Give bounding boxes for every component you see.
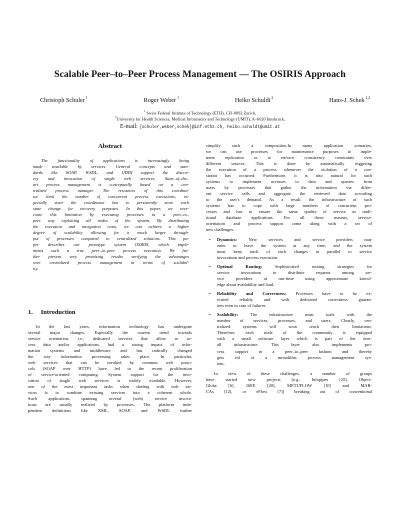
text-line: we can use processes for maintenance purposes to imple-: [206, 149, 372, 155]
text-line: simplify such a composition.In many application scenarios,: [206, 143, 372, 148]
challenge-text: The infrastructure must scale with the: [238, 312, 372, 318]
bullet-icon: •: [209, 312, 211, 318]
abstract-body: [33, 158, 189, 272]
email-line: [0, 124, 400, 130]
text-line: over centralized process management in terms of scalabil-: [33, 260, 189, 266]
text-line: pecially since the coordinator has to persistently store each: [33, 200, 189, 206]
author-affil-mark: 2: [271, 96, 274, 100]
text-line: ity.: [33, 266, 39, 272]
right-column-closing: [206, 371, 372, 395]
text-line: users by processes that gather the information via differ-: [206, 185, 372, 191]
text-line: tralized process manager. The resources of this coordina-: [33, 188, 189, 194]
text-line: ecuted reliably and with dedicated correctness guaran-: [217, 297, 372, 303]
bullet-icon: •: [209, 237, 211, 243]
challenge-text: Processes have to be ex-: [286, 291, 372, 297]
text-line: number of services, processes, and users. Clearly, cen-: [217, 318, 372, 324]
text-line: web services that can be invoked by common web proto-: [28, 360, 192, 366]
text-line: invocations and process execution.: [217, 255, 279, 261]
text-line: per describes our prototype system OSIRIS, which imple-: [33, 242, 189, 248]
text-line: The functionality of applications is increasingly being: [41, 158, 189, 163]
author-affil-mark: 1,2: [365, 96, 370, 100]
challenge-term: Optimal Routing:: [217, 264, 263, 270]
text-line: In the last years, information technology has undergone: [36, 324, 192, 329]
author-1: [40, 96, 88, 104]
challenge-term: Reliability and Correctness:: [217, 291, 287, 297]
bullet-icon: •: [209, 264, 211, 270]
text-line: ments such a true peer–to–peer process execution. We fur-: [33, 248, 189, 254]
text-line: tees even in case of failures.: [217, 303, 267, 309]
paper-title: Scalable Peer–to–Peer Process Management — The OSIRIS Approach: [54, 69, 346, 80]
text-line: several major changes. Especially the current trend towards: [28, 330, 192, 336]
introduction-heading: [28, 309, 83, 316]
challenge-item: [206, 264, 372, 291]
text-line: must keep track of such changes in parallel to service: [217, 249, 372, 255]
text-line: cess data and/or applications, had a strong impact of infor-: [28, 342, 192, 348]
affiliation-mark: 2: [115, 115, 117, 119]
challenge-item: [206, 291, 372, 312]
text-line: ent service calls and aggregate the retrieved data according: [206, 191, 372, 197]
affiliation-text: University for Health Sciences, Medical Informatics and Technology (UMIT), A–6020 Innsbruck,: [116, 116, 285, 122]
affiliation-2: [0, 115, 400, 121]
affiliation-text: Swiss Federal Institute of Technology (ETH), CH–8092 Zurich,: [146, 110, 257, 116]
author-name: Heiko Schuldt: [234, 97, 271, 105]
text-line: new challenges:: [206, 227, 235, 233]
text-line: ther present very promising results verifying the advantages: [33, 254, 189, 260]
text-line: cols (SOAP over HTTP) have led to the recent proliferation: [28, 366, 192, 372]
text-line: ment replication or to enforce consistency constraints over: [206, 155, 372, 161]
text-line: service invocations to distribute requests among ser-: [217, 270, 372, 276]
challenge-term: Scalability:: [217, 312, 239, 318]
author-2: [144, 96, 179, 104]
author-affil-mark: 1: [85, 96, 88, 100]
author-3: [235, 96, 273, 104]
text-line: straint has occurred. Furthermore, it is also natural for such: [206, 173, 372, 179]
text-line: mation systems and middleware and has radically changed: [28, 348, 192, 354]
text-line: systems to implement accesses to data and queries from: [206, 179, 372, 185]
text-line: all infrastructure. This layer also implements pro-: [217, 342, 372, 348]
text-line: art process management is conceptually based on a cen-: [33, 182, 189, 188]
right-column-intro: [206, 143, 372, 233]
text-line: the execution of a process whenever the violation of a con-: [206, 167, 372, 173]
section-title: Introduction: [40, 309, 76, 316]
challenge-term: Dynamics:: [217, 237, 238, 243]
text-line: have started new projects (e.g., Infopipes [25], Object-: [206, 376, 372, 382]
text-line: tional database applications. For all these reasons, service-: [206, 215, 372, 221]
author-name: Hans-J. Schek: [329, 97, 365, 105]
text-line: pendent definitions like XML, SOAP, and WSDL further: [28, 408, 192, 414]
text-line: vice providers at run-time using approximate knowl-: [217, 276, 372, 282]
text-line: of service-oriented computing. System support for the invo-: [28, 372, 192, 378]
text-line: come this limitation by executing processes in a peer–to–: [33, 212, 189, 218]
text-line: tor limit the number of concurrent process executions, es-: [33, 194, 189, 200]
right-column: [206, 143, 372, 395]
email-label: E-mail:: [120, 124, 138, 130]
text-line: cesses and has to ensure the same quality of service as tradi-: [206, 209, 372, 215]
bullet-icon: •: [209, 291, 211, 297]
text-line: the way information processing takes place. In particular,: [28, 354, 192, 360]
text-line: Therefore, each node of the community is equipped: [217, 330, 372, 336]
text-line: ery and invocation of single web services. State–of–the–: [33, 176, 189, 182]
text-line: state change for recovery purposes. In this paper, we over-: [33, 206, 189, 212]
text-line: In view of these challenges, a number of groups: [214, 370, 372, 376]
text-line: cess support in a peer–to–peer fashion and thereby: [217, 348, 372, 354]
introduction-body: [28, 324, 192, 414]
challenge-text: Sophisticated routing strategies for: [262, 264, 372, 270]
text-line: service orientation, i.e., dedicated services that allow to ac-: [28, 336, 192, 342]
text-line: enter or leave the system at any time, and the system: [217, 243, 372, 249]
email-addresses: {schuler,weber,schek}@inf.ethz.ch, heiko.schuldt@umit.at: [139, 126, 280, 130]
text-line: CAs [12], or eFlow [7]) breaking out of conventional: [206, 388, 372, 394]
section-number: 1.: [28, 309, 33, 316]
challenge-text: New services and service providers may: [237, 237, 372, 243]
author-4: [329, 96, 370, 104]
text-line: tralized systems will soon reach their limitations.: [217, 324, 372, 330]
text-line: with a small software layer which is part of the over-: [217, 336, 372, 342]
text-line: peer way exploiting all nodes of the system. By distributing: [33, 218, 189, 224]
author-affil-mark: 1: [177, 96, 179, 100]
text-line: one of the most important tasks when dealing with web ser-: [28, 384, 192, 390]
text-line: systems has to cope with large numbers of concurrent pro-: [206, 203, 372, 209]
challenge-item: [206, 312, 372, 366]
text-line: different sources. This is done by automatically triggering: [206, 161, 372, 167]
text-line: orientation and process support come along with a set of: [206, 221, 372, 227]
author-list: [40, 96, 370, 104]
text-line: dards like SOAP, WSDL, and UDDI support the discov-: [33, 170, 189, 176]
text-line: gets rid of a monolithic process management sys-: [217, 354, 372, 360]
text-line: tions are usually realized by processes. The platform inde-: [28, 402, 192, 408]
challenge-item: [206, 237, 372, 264]
affiliation-mark: 1: [143, 109, 146, 113]
text-line: tem.: [217, 360, 225, 366]
text-line: cation of single web services is widely available. However,: [28, 378, 192, 384]
abstract-heading: Abstract: [98, 143, 122, 150]
challenge-list: [206, 237, 372, 366]
text-line: the execution and navigation costs, we can achieve a higher: [33, 224, 189, 230]
text-line: to the user's demand. As a result, the infrastructure of such: [206, 197, 372, 203]
text-line: degree of scalability allowing for a much larger through-: [33, 230, 189, 236]
text-line: Such applications spanning several (web) service invoca-: [28, 396, 192, 402]
author-name: Roger Weber: [143, 97, 177, 105]
text-line: Globe [6], ISEE [20], METUFLOW [10] and MAR-: [206, 382, 372, 388]
text-line: vices is to combine existing services into a coherent whole.: [28, 390, 192, 396]
author-name: Christoph Schuler: [40, 97, 85, 105]
text-line: put of processes compared to centralized solutions. This pa-: [33, 236, 189, 242]
text-line: edge about availability and load.: [217, 282, 275, 288]
text-line: made available by services. General concepts and stan-: [33, 164, 189, 170]
